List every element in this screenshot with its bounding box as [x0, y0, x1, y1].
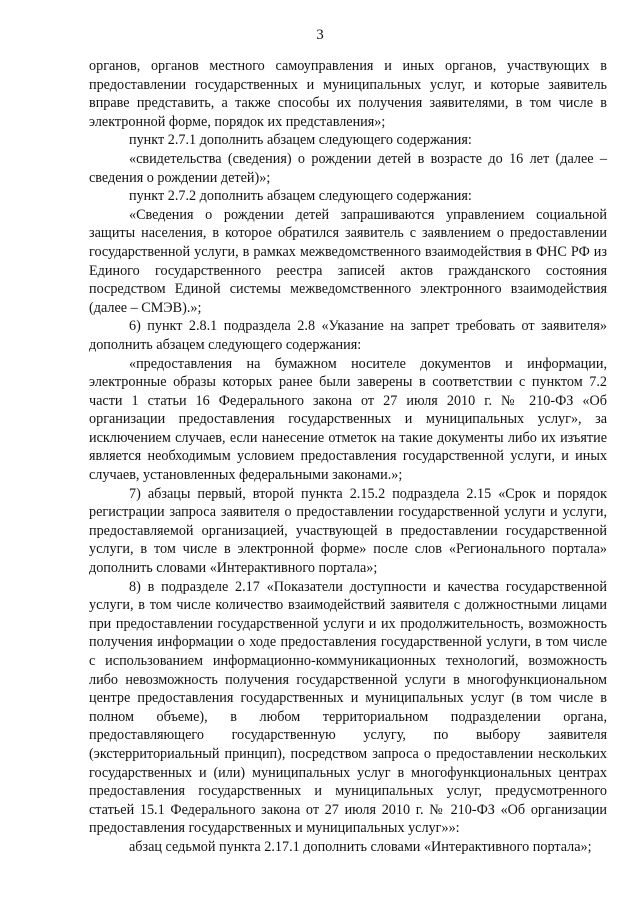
paragraph: 6) пункт 2.8.1 подраздела 2.8 «Указание на запрет требовать от заявителя» дополнить абзацем следующего содержания: — [89, 318, 607, 353]
paragraph: органов, органов местного самоуправления и иных органов, участвующих в предоставлении государственных и муниципальных услуг, и которые заявитель вправе представить, а также способы их получения заявителями, в том числе в электронной форме, порядок их представления»; — [89, 58, 607, 130]
paragraph: абзац седьмой пункта 2.17.1 дополнить словами «Интерактивного портала»; — [129, 838, 592, 855]
document-body — [89, 57, 607, 857]
paragraph: «предоставления на бумажном носителе документов и информации, электронные образы которых ранее были заверены в соответствии с пунктом 7.2 части 1 статьи 16 Федерального закона от 27 июля 2010 г. № 210-ФЗ «Об организации предоставления государственных и муниципальных услуг», за исключением случаев, если нанесение отметок на такие документы либо их изъятие является необходимым условием предоставления государственной услуги, и иных случаев, установленных федеральными законами.»; — [89, 355, 607, 484]
paragraph: 7) абзацы первый, второй пункта 2.15.2 подраздела 2.15 «Срок и порядок регистрации запроса заявителя о предоставлении государственной услуги и услуги, предоставляемой организацией, участвующей в предоставлении государственной услуги, в том числе в электронной форме» после слов «Регионального портала» дополнить словами «Интерактивного портала»; — [89, 485, 607, 577]
paragraph: пункт 2.7.2 дополнить абзацем следующего содержания: — [129, 188, 472, 205]
paragraph: пункт 2.7.1 дополнить абзацем следующего содержания: — [129, 132, 472, 149]
paragraph: «свидетельства (сведения) о рождении детей в возрасте до 16 лет (далее – сведения о рождении детей)»; — [89, 150, 607, 186]
paragraph: «Сведения о рождении детей запрашиваются управлением социальной защиты населения, в которое обратился заявитель с заявлением о предоставлении государственной услуги, в рамках межведомственного взаимодействия в ФНС РФ из Единого государственного реестра записей актов гражданского состояния посредством Единой системы межведомственного электронного взаимодействия (далее – СМЭВ).»; — [89, 206, 607, 316]
page-number: 3 — [316, 27, 324, 43]
paragraph: 8) в подразделе 2.17 «Показатели доступности и качества государственной услуги, в том числе количество взаимодействий заявителя с должностными лицами при предоставлении государственной услуги и их продолжительность, возможность получения информации о ходе предоставления государственной услуги, в том числе с использованием информационно-коммуникационных технологий, возможность либо невозможность получения государственной услуги в многофункциональном центре предоставления государственных и муниципальных услуг (в том числе в полном объеме), в любом территориальном подразделении органа, предоставляющего государственную услугу, по выбору заявителя (экстерриториальный принцип), посредством запроса о предоставлении нескольких государственных и (или) муниципальных услуг в многофункциональных центрах предоставления государственных и муниципальных услуг, предусмотренного статьей 15.1 Федерального закона от 27 июля 2010 г. № 210-ФЗ «Об организации предоставления государственных и муниципальных услуг»»: — [89, 578, 607, 837]
